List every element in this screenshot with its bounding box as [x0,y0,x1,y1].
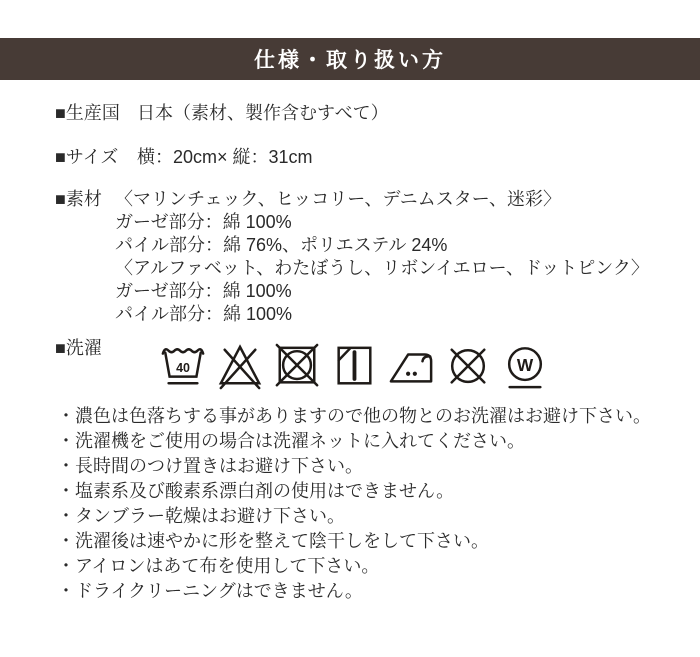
spec-row-size [55,146,313,169]
care-note: ・洗濯後は速やかに形を整えて陰干しをして下さい。 [57,531,489,551]
iron-medium-two-dots-icon [388,341,434,393]
material-line: ガーゼ部分：綿 100% [115,212,292,232]
care-notes-list [57,404,651,604]
origin-value: 日本（素材、製作含むすべて） [137,103,389,123]
material-line: パイル部分：綿 100% [115,304,293,324]
care-note: ・洗濯機をご使用の場合は洗濯ネットに入れてください。 [57,431,525,451]
svg-text:W: W [516,354,534,375]
material-line: 〈マリンチェック、ヒッコリー、デニムスター、迷彩〉 [115,189,562,209]
wet-clean-mild-icon [502,341,548,393]
laundry-label: ■洗濯 [55,338,102,358]
wash-40-mild-icon [160,341,206,393]
header-bar [0,38,700,80]
care-note: ・ドライクリーニングはできません。 [57,581,363,601]
origin-label: ■生産国 [55,103,120,123]
svg-text:40: 40 [176,360,190,375]
line-dry-in-shade-icon [331,341,377,393]
material-line: ガーゼ部分：綿 100% [115,281,292,301]
care-note: ・タンブラー乾燥はお避け下さい。 [57,506,345,526]
care-note: ・アイロンはあて布を使用して下さい。 [57,556,380,576]
care-note: ・塩素系及び酸素系漂白剤の使用はできません。 [57,481,455,501]
do-not-dry-clean-icon [445,341,491,393]
spec-row-laundry [55,337,115,360]
do-not-tumble-dry-icon [274,341,320,393]
spec-row-material [55,188,649,326]
material-label: ■素材 [55,189,102,209]
size-label: ■サイズ [55,147,119,167]
material-line: パイル部分：綿 76%、ポリエステル 24% [115,235,448,255]
do-not-bleach-icon [217,341,263,393]
care-note: ・長時間のつけ置きはお避け下さい。 [57,456,363,476]
page-title: 仕様・取り扱い方 [254,49,446,72]
spec-row-origin [55,102,389,125]
material-lines [115,188,649,326]
material-line: 〈アルファベット、わたぼうし、リボンイエロー、ドットピンク〉 [115,258,649,278]
laundry-care-symbols [160,341,548,393]
care-note: ・濃色は色落ちする事がありますので他の物とのお洗濯はお避け下さい。 [57,406,651,426]
size-value: 横：20cm× 縦：31cm [137,147,313,167]
